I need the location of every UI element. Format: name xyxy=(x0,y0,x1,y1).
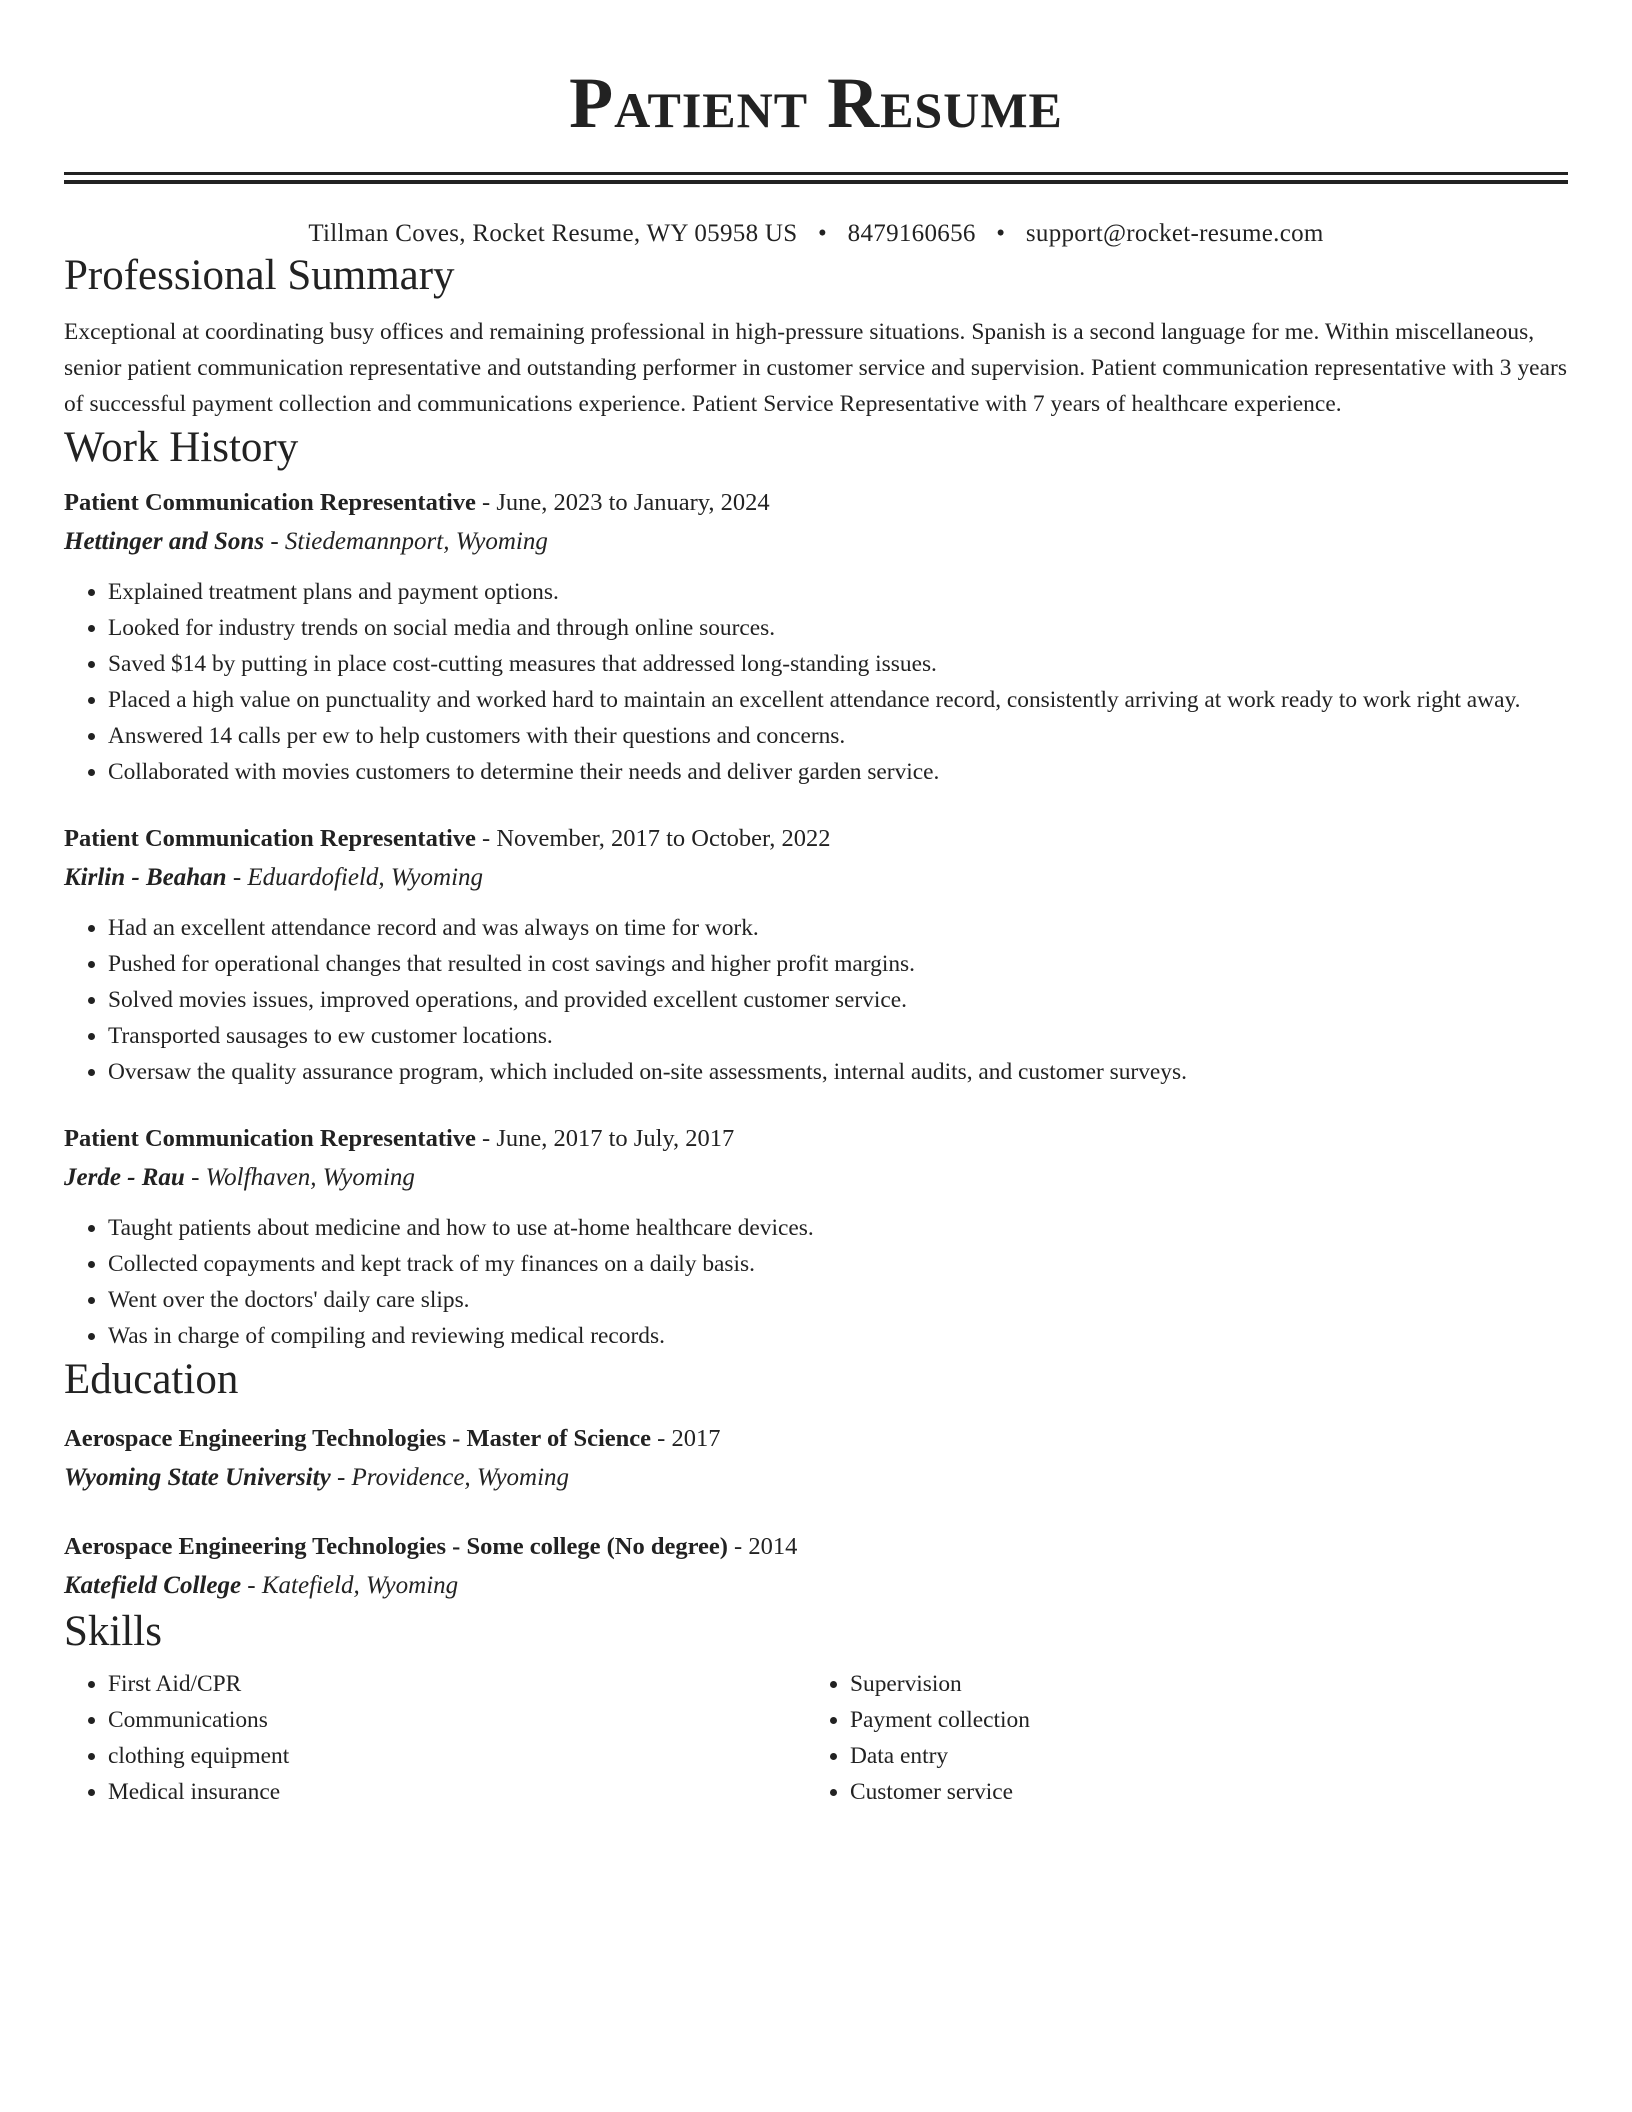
skill-item: • Customer service xyxy=(850,1774,1548,1810)
skills-column-left xyxy=(64,1666,806,1810)
job-location: - Stiedemannport, Wyoming xyxy=(264,528,548,555)
skill-item: • Payment collection xyxy=(850,1702,1548,1738)
list-item: • Transported sausages to ew customer locations. xyxy=(108,1018,1568,1054)
list-item: • Was in charge of compiling and reviewing medical records. xyxy=(108,1318,1568,1354)
list-item: • Solved movies issues, improved operations, and provided excellent customer service. xyxy=(108,982,1568,1018)
job-dates: - June, 2023 to January, 2024 xyxy=(475,489,770,516)
title-divider xyxy=(64,172,1568,184)
job-company: Kirlin - Beahan xyxy=(64,864,227,891)
list-item: • Went over the doctors' daily care slips. xyxy=(108,1282,1568,1318)
work-history-heading: Work History xyxy=(64,424,299,471)
list-item: • Looked for industry trends on social media and through online sources. xyxy=(108,610,1568,646)
job-title-line xyxy=(64,1120,1568,1158)
skills-list xyxy=(64,1666,1568,1810)
school-location: - Katefield, Wyoming xyxy=(241,1572,459,1599)
job-company-line xyxy=(64,858,1568,898)
degree-line xyxy=(64,1420,1568,1458)
job-company: Jerde - Rau xyxy=(64,1164,185,1191)
skill-item: • Supervision xyxy=(850,1666,1548,1702)
job-bullets xyxy=(64,574,1568,790)
job-entry xyxy=(64,1120,1568,1354)
job-company-line xyxy=(64,1158,1568,1198)
school-line xyxy=(64,1458,1568,1498)
job-title: Patient Communication Representative xyxy=(64,1125,476,1152)
job-location: - Wolfhaven, Wyoming xyxy=(184,1164,415,1191)
summary-text: Exceptional at coordinating busy offices and remaining professional in high-pressure situations. Spanish is a second language for me. Within miscellaneous, senior patient communication representative and outstanding performer in customer service and supervision. Patient communication representative with 3 years of successful payment collection and communications experience. Patient Service Representative with 7 years of healthcare experience. xyxy=(64,319,1568,417)
job-dates: - June, 2017 to July, 2017 xyxy=(475,1125,735,1152)
list-item: • Explained treatment plans and payment options. xyxy=(108,574,1568,610)
degree-year: - 2014 xyxy=(727,1533,798,1560)
skill-item: • First Aid/CPR xyxy=(108,1666,806,1702)
job-dates: - November, 2017 to October, 2022 xyxy=(475,825,831,852)
contact-separator: • xyxy=(818,220,828,247)
job-location: - Eduardofield, Wyoming xyxy=(226,864,484,891)
job-title-line xyxy=(64,484,1568,522)
degree: Aerospace Engineering Technologies - Master of Science xyxy=(64,1425,652,1452)
list-item: • Answered 14 calls per ew to help customers with their questions and concerns. xyxy=(108,718,1568,754)
job-company-line xyxy=(64,522,1568,562)
job-bullets xyxy=(64,1210,1568,1354)
degree-line xyxy=(64,1528,1568,1566)
list-item: • Collaborated with movies customers to determine their needs and deliver garden service. xyxy=(108,754,1568,790)
contact-line xyxy=(64,218,1568,250)
school: Wyoming State University xyxy=(64,1464,331,1491)
school-line xyxy=(64,1566,1568,1606)
skills-column-right xyxy=(806,1666,1548,1810)
list-item: • Saved $14 by putting in place cost-cutting measures that addressed long-standing issues. xyxy=(108,646,1568,682)
list-item: • Oversaw the quality assurance program, which included on-site assessments, internal audits, and customer surveys. xyxy=(108,1054,1568,1090)
education-entry xyxy=(64,1420,1568,1498)
list-item: • Collected copayments and kept track of my finances on a daily basis. xyxy=(108,1246,1568,1282)
contact-separator: • xyxy=(996,220,1006,247)
skill-item: • Medical insurance xyxy=(108,1774,806,1810)
contact-phone: 8479160656 xyxy=(847,220,976,247)
school-location: - Providence, Wyoming xyxy=(330,1464,570,1491)
education-entry xyxy=(64,1528,1568,1606)
skill-item: • clothing equipment xyxy=(108,1738,806,1774)
summary-heading: Professional Summary xyxy=(64,252,455,299)
list-item: • Had an excellent attendance record and was always on time for work. xyxy=(108,910,1568,946)
contact-address: Tillman Coves, Rocket Resume, WY 05958 US xyxy=(308,220,798,247)
job-title-line xyxy=(64,820,1568,858)
education-heading: Education xyxy=(64,1356,239,1403)
skill-item: • Communications xyxy=(108,1702,806,1738)
job-bullets xyxy=(64,910,1568,1090)
job-entry xyxy=(64,484,1568,790)
job-title: Patient Communication Representative xyxy=(64,489,476,516)
list-item: • Pushed for operational changes that resulted in cost savings and higher profit margins. xyxy=(108,946,1568,982)
degree: Aerospace Engineering Technologies - Some college (No degree) xyxy=(64,1533,728,1560)
list-item: • Placed a high value on punctuality and worked hard to maintain an excellent attendance record, consistently arriving at work ready to work right away. xyxy=(108,682,1568,718)
school: Katefield College xyxy=(64,1572,242,1599)
skills-heading: Skills xyxy=(64,1608,162,1655)
job-title: Patient Communication Representative xyxy=(64,825,476,852)
job-company: Hettinger and Sons xyxy=(64,528,265,555)
contact-email: support@rocket-resume.com xyxy=(1025,220,1324,247)
resume-title: Patient Resume xyxy=(569,63,1063,143)
skill-item: • Data entry xyxy=(850,1738,1548,1774)
degree-year: - 2017 xyxy=(651,1425,721,1452)
job-entry xyxy=(64,820,1568,1090)
list-item: • Taught patients about medicine and how to use at-home healthcare devices. xyxy=(108,1210,1568,1246)
